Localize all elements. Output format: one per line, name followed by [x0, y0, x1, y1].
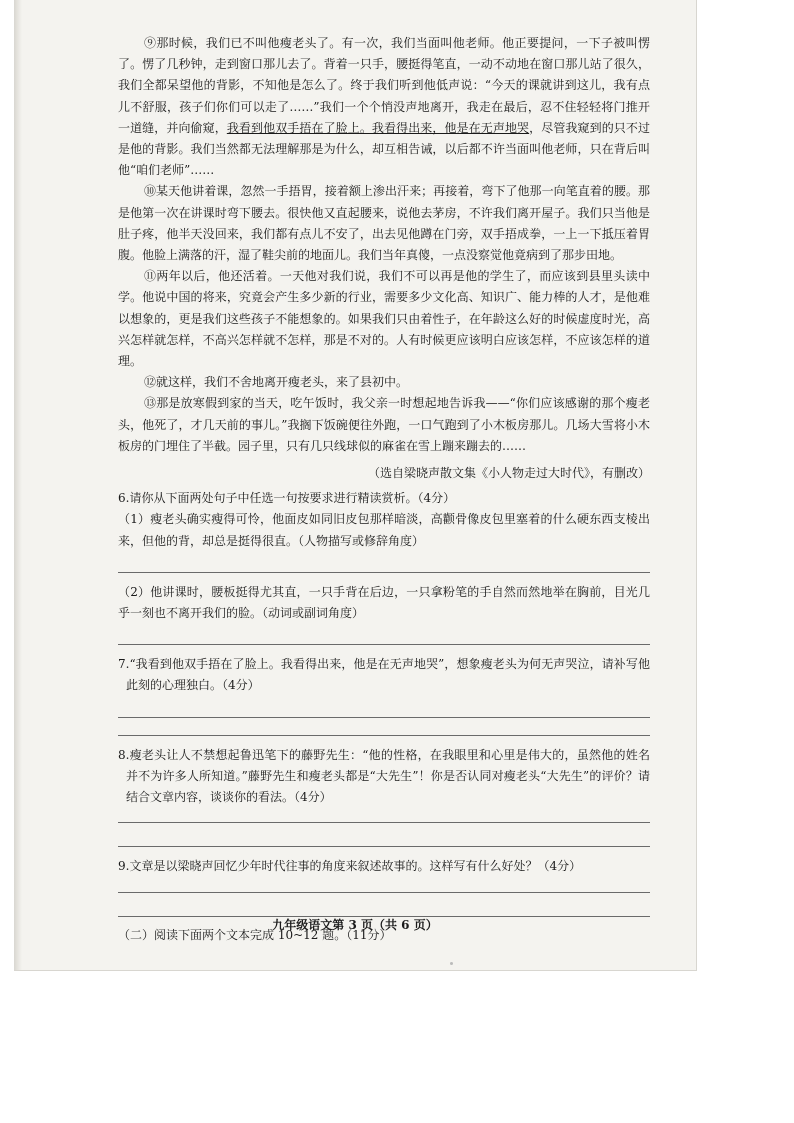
answer-line[interactable] — [118, 552, 650, 573]
paragraph-9-text-a: ⑨那时候，我们已不叫他瘦老头了。有一次，我们当面叫他老师。他正要提问，一下子被叫愣了。愣了几秒钟，走到窗口那儿去了。背着一只手，腰挺得笔直，一动不动地在窗口那儿站了很久，我们全都呆望他的背影，不知他是怎么了。终于我们听到他低声说：“今天的课就讲到这儿，我有点儿不舒服，孩子们你们可以走了……”我们一个个悄没声地离开，我走在最后，忍不住轻轻将门推开一道缝，并向偷窥， — [118, 36, 650, 135]
paragraph-12: ⑫就这样，我们不舍地离开瘦老头，来了县初中。 — [144, 375, 409, 390]
section-2-heading: （二）阅读下面两个文本完成 10~12 题。（11分） — [118, 927, 392, 942]
answer-line[interactable] — [118, 878, 650, 893]
source-citation: （选自梁晓声散文集《小人物走过大时代》，有删改） — [367, 466, 650, 481]
paragraph-13: ⑬那是放寒假到家的当天，吃午饭时，我父亲一时想起地告诉我——“你们应该感谢的那个瘦老头，他死了，才几天前的事儿。”我搁下饭碗便往外跑，一口气跑到了小木板房那儿。几场大雪将小木板房的门埋住了半截。园子里，只有几只线球似的麻雀在雪上蹦来蹦去的…… — [118, 396, 650, 453]
question-6: 6.请你从下面两处句子中任选一句按要求进行精读赏析。（4分） — [118, 491, 456, 506]
question-7: 7.“我看到他双手捂在了脸上。我看得出来，他是在无声地哭”，想象瘦老头为何无声哭泣，请补写他此刻的心理独白。（4分） — [118, 657, 650, 693]
paragraph-9-underlined: 我看到他双手捂在了脸上。我看得出来，他是在无声地哭 — [226, 120, 530, 135]
question-8: 8.瘦老头让人不禁想起鲁迅笔下的藤野先生：“他的性格，在我眼里和心里是伟大的，虽然他的姓名并不为许多人所知道。”藤野先生和瘦老头都是“大先生”！你是否认同对瘦老头“大先生”的评价？请结合文章内容，谈谈你的看法。（4分） — [118, 747, 650, 805]
answer-line[interactable] — [118, 808, 650, 823]
answer-line[interactable] — [118, 624, 650, 645]
scan-speck — [450, 962, 453, 965]
question-9: 9.文章是以梁晓声回忆少年时代往事的角度来叙述故事的。这样写有什么好处？（4分） — [118, 859, 582, 874]
question-6-option-1: （1）瘦老头确实瘦得可怜，他面皮如同旧皮包那样暗淡，高颧骨像皮包里塞着的什么硬东西支棱出来，但他的背，却总是挺得很直。（人物描写或修辞角度） — [118, 512, 650, 548]
page-content — [118, 33, 650, 946]
page-footer: 九年级语文第 3 页（共 6 页） — [272, 918, 438, 932]
question-6-option-2: （2）他讲课时，腰板挺得尤其直，一只手背在后边，一只拿粉笔的手自然而然地举在胸前，目光几乎一刻也不离开我们的脸。（动词或副词角度） — [118, 584, 650, 621]
paragraph-9 — [118, 33, 650, 181]
answer-line[interactable] — [118, 826, 650, 847]
paragraph-9-text-b: ，尽管我窥到的只不过是他的背影。我们当然都无法理解那是为什么，却互相告诫，以后都不许当面叫他老师，只在背后叫他“咱们老师”…… — [118, 120, 650, 178]
answer-line[interactable] — [118, 697, 650, 718]
paragraph-11: ⑪两年以后，他还活着。一天他对我们说，我们不可以再是他的学生了，而应该到县里头读中学。他说中国的将来，究竟会产生多少新的行业，需要多少文化高、知识广、能力棒的人才，是他难以想象的，更是我们这些孩子不能想象的。如果我们只由着性子，在年龄这么好的时候虚度时光，高兴怎样就怎样，不高兴怎样就不怎样，那是不对的。人有时候更应该明白应该怎样，不应该怎样的道理。 — [118, 269, 650, 369]
answer-line[interactable] — [118, 896, 650, 917]
answer-line[interactable] — [118, 721, 650, 736]
paragraph-10: ⑩某天他讲着课，忽然一手捂胃，接着额上渗出汗来；再接着，弯下了他那一向笔直着的腰。那是他第一次在讲课时弯下腰去。很快他又直起腰来，说他去茅房，不许我们离开屋子。我们只当他是肚子疼，他半天没回来，我们都有点儿不安了，出去见他蹲在门旁，双手捂成拳，一上一下抵压着胃腹。他脸上满落的汗，湿了鞋尖前的地面儿。我们当年真傻，一点没察觉他竟病到了那步田地。 — [118, 184, 650, 263]
scanned-page — [14, 0, 697, 971]
